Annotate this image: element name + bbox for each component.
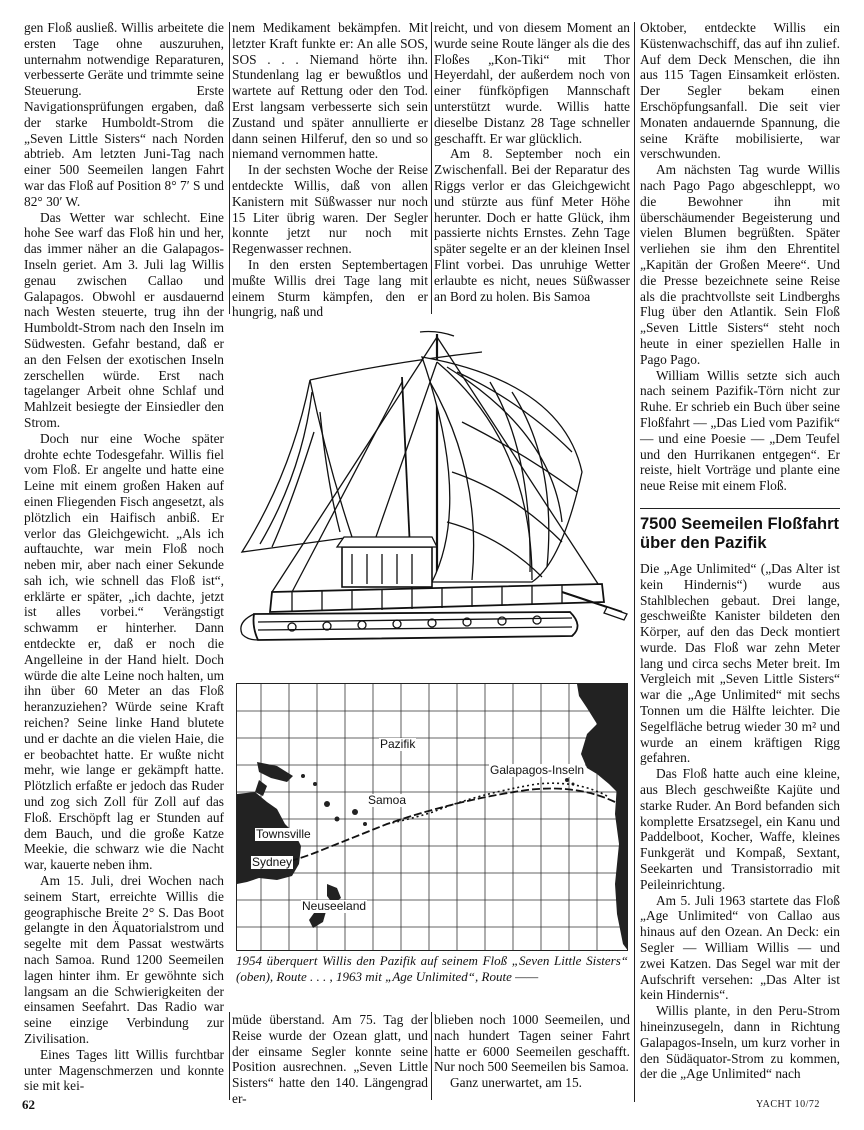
magazine-issue: YACHT 10/72 [756,1099,820,1110]
paragraph: Das Floß hatte auch eine kleine, aus Blech geschweißte Kajüte und starke Ruder. An Bord befanden sich komplette Ersatzsegel, ein Kanu und Paddelboot, Kocher, Waffe, kleines Funkgerät und Kompaß, Sextant, Seekarten und Transistorradio mit Peileinrichtung. [640,766,840,892]
paragraph: reicht, und von diesem Moment an wurde seine Route länger als die des Floßes „Kon-Tiki“ mit Thor Heyerdahl, der außerdem noch von einer fünfköpfigen Mannschaft unterstützt wurde. Willis hatte dieselbe Distanz 28 Tage schneller geschafft. Er war glücklich. [434,20,630,146]
paragraph: Am nächsten Tag wurde Willis nach Pago Pago abgeschleppt, wo die Bewohner ihn mit überschäumender Begeisterung und vielen Blumen begrüßten. Später verliehen sie ihm den Ehrentitel „Kapitän der Großen Meere“. Und die Presse bezeichnete seine Reise als die prachtvollste seit Lindberghs Flug über den Atlantik. Sein Floß „Seven Little Sisters“ steht noch heute in einer speziellen Halle in Pago Pago. [640,162,840,367]
paragraph: gen Floß ausließ. Willis arbeitete die ersten Tage ohne auszuruhen, unternahm notwendige Reparaturen, verbesserte Geräte und trimmte seine Steuerung. Erste Navigationsprüfungen ergaben, daß der starke Humboldt-Strom die „Seven Little Sisters“ nach Norden abtrieb. Am letzten Juni-Tag nach einer 500 Seemeilen langen Fahrt war das Floß auf Position 8° 7′ S und 82° 30′ W. [24,20,224,209]
paragraph: nem Medikament bekämpfen. Mit letzter Kraft funkte er: An alle SOS, SOS . . . Niemand hörte ihn. Stundenlang lag er bewußtlos und wartete auf Rettung oder den Tod. Erst langsam verbesserte sich sein Zustand und später annullierte er dann seinen Hilferuf, den so und so niemand vernommen hatte. [232,20,428,162]
map-label-galapagos: Galapagos-Inseln [490,763,585,777]
column-2-bottom [232,1012,428,1104]
paragraph: In der sechsten Woche der Reise entdeckte Willis, daß von allen Kanistern mit Süßwasser nur noch 15 Liter übrig waren. Der Segler konnte jetzt nur noch mit Regenwasser rechnen. [232,162,428,257]
column-divider [229,22,230,314]
paragraph: In den ersten Septembertagen mußte Willis drei Tage lang mit einem Sturm kämpfen, den er hungrig, naß und [232,256,428,320]
paragraph: Willis plante, in den Peru-Strom hineinzusegeln, dann in Richtung Galapagos-Inseln, um kurz vorher in den Südäquator-Strom zu kommen, der die „Age Unlimited“ nach [640,1003,840,1082]
paragraph: William Willis setzte sich auch nach seinem Pazifik-Törn nicht zur Ruhe. Er schrieb ein Buch über seine Floßfahrt — „Das Lied vom Pazifik“ — und eine Poesie — „Dem Teufel und den Hurrikanen entgegen“. Er reiste, hielt Vorträge und plante eine neue Reise mit einem Floß. [640,367,840,494]
column-1 [24,20,224,1095]
map-label-pazifik: Pazifik [380,737,416,751]
column-4 [640,20,840,1100]
map-caption: 1954 überquert Willis den Pazifik auf seinem Floß „Seven Little Sisters“ (oben), Route . . . , 1963 mit „Age Unlimited“, Route —— [236,953,628,984]
raft-illustration [232,322,630,672]
paragraph: Ganz unerwartet, am 15. [450,1075,582,1091]
column-3-bottom [434,1012,630,1104]
column-divider [431,1012,432,1100]
headline-rule [640,508,840,509]
page-number: 62 [22,1097,35,1112]
paragraph: Die „Age Unlimited“ („Das Alter ist kein Hindernis“) wurde aus Stahlblechen gebaut. Drei lange, geschweißte Kanister bildeten den Körper, auf den das Deck montiert wurde. Das Floß war zehn Meter lang und circa sechs Meter breit. Im Vergleich mit „Seven Little Sisters“ war die „Age Unlimited“ mit sechs Tonnen um die Hälfte leichter. Die Segelfläche betrug wieder 30 m² und wurde an einem kräftigen Rigg gefahren. [640,560,840,766]
paragraph: Oktober, entdeckte Willis ein Küstenwachschiff, das auf ihn zulief. Auf dem Deck Menschen, die ihn aus 115 Tagen Einsamkeit erlösten. Der Segler bekam einen Erschöpfungsanfall. Die seit vier Monaten andauernde Spannung, die seine Kräfte mobilisierte, war verschwunden. [640,20,840,162]
headline: 7500 Seemeilen Floßfahrt über den Pazifik [640,514,839,552]
map-label-townsville: Townsville [256,827,311,841]
column-divider [634,22,635,1102]
map-label-neuseeland: Neuseeland [302,899,367,913]
map-label-sydney: Sydney [252,855,293,869]
column-divider [431,22,432,314]
paragraph: Eines Tages litt Willis furchtbar unter Magenschmerzen und konnte sie mit kei- [24,1046,224,1094]
paragraph: müde überstand. Am 75. Tag der Reise wurde der Ozean glatt, und der einsame Segler konnte seine Position ausrechnen. „Seven Little Sisters“ hatte den 140. Längengrad er- [232,1012,428,1106]
route-map [236,683,628,951]
column-divider [229,1012,230,1100]
paragraph: Am 15. Juli, drei Wochen nach seinem Start, erreichte Willis die geographische Breite 2° S. Das Boot gelangte in den Äquatorialstrom und segelte mit dem Passat westwärts nach Samoa. Rund 1200 Seemeilen lagen hinter ihm. Er gewöhnte sich langsam an die Schwierigkeiten der einsamen Seefahrt. Das Radio war seine einzige Verbindung zur Zivilisation. [24,873,224,1046]
map-drawing [237,684,628,951]
map-label-samoa: Samoa [368,793,407,807]
paragraph: Doch nur eine Woche später drohte echte Todesgefahr. Willis fiel vom Floß. Er angelte und hatte eine Leine mit einem großen Haken auf einen Fliegenden Fisch angesetzt, als plötzlich ein Haifisch anbiß. Er verlor das Gleichgewicht. „Als ich auftauchte, war mein Floß noch neben mir, aber nach einer Sekunde sah ich, wie schnell das Floß ist“, erklärte er später, „ich dachte, jetzt ist alles vorbei.“ Verängstigt schwamm er hinterher. Dann entdeckte er, daß er noch die Angelleine in der Hand hielt. Doch würde die alte Leine noch halten, um ihn über 60 Meter an das Floß heranzuziehen? Würde seine Kraft reichen? Seine linke Hand blutete und er dachte an die vielen Haie, die er beobachtet hatte. Er wußte nicht mehr, wie lange er gekämpft hatte. Plötzlich erfaßte er jedoch das Ruder und zog sich Zoll für Zoll auf das Floß. Erschöpft lag er Stunden auf dem Bauch, und die große Katze Meekie, die schwarz wie die Nacht war, kauerte neben ihm. [24,430,224,873]
paragraph: blieben noch 1000 Seemeilen, und nach hundert Tagen seiner Fahrt hatte er 6000 Seemeilen geschafft. Nur noch 500 Seemeilen bis Samoa. [434,1012,630,1075]
paragraph: Am 5. Juli 1963 startete das Floß „Age Unlimited“ von Callao aus hinaus auf den Ozean. An Deck: ein Segler — William Willis — und zwei Katzen. Das Segel war mit der Aufschrift versehen: „Das Alter ist kein Hindernis“. [640,892,840,1003]
column-2-top [232,20,428,320]
paragraph: Am 8. September noch ein Zwischenfall. Bei der Reparatur des Riggs verlor er das Gleichgewicht und stürzte aus fünf Meter Höhe herunter. Doch er hatte Glück, ihm passierte nichts Ernstes. Zehn Tage später segelte er an der kleinen Insel Flint vorbei. Das unruhige Wetter erlaubte es nicht, neues Süßwasser an Bord zu holen. Bis Samoa [434,146,630,304]
column-3-top [434,20,630,320]
paragraph: Das Wetter war schlecht. Eine hohe See warf das Floß hin und her, das immer näher an die Galapagos-Inseln geriet. Am 3. Juli lag Willis genau zwischen Callao und Galapagos. Obwohl er ausdauernd nach Westen steuerte, trug ihn der Humboldt-Strom nach den Inseln im Südwesten. Gefahr bestand, daß er an den Felsen der exotischen Inseln zerschellen würde. Erst nach tagelanger Arbeit ohne Schlaf und Mahlzeit besiegte der Einsiedler den Strom. [24,209,224,430]
